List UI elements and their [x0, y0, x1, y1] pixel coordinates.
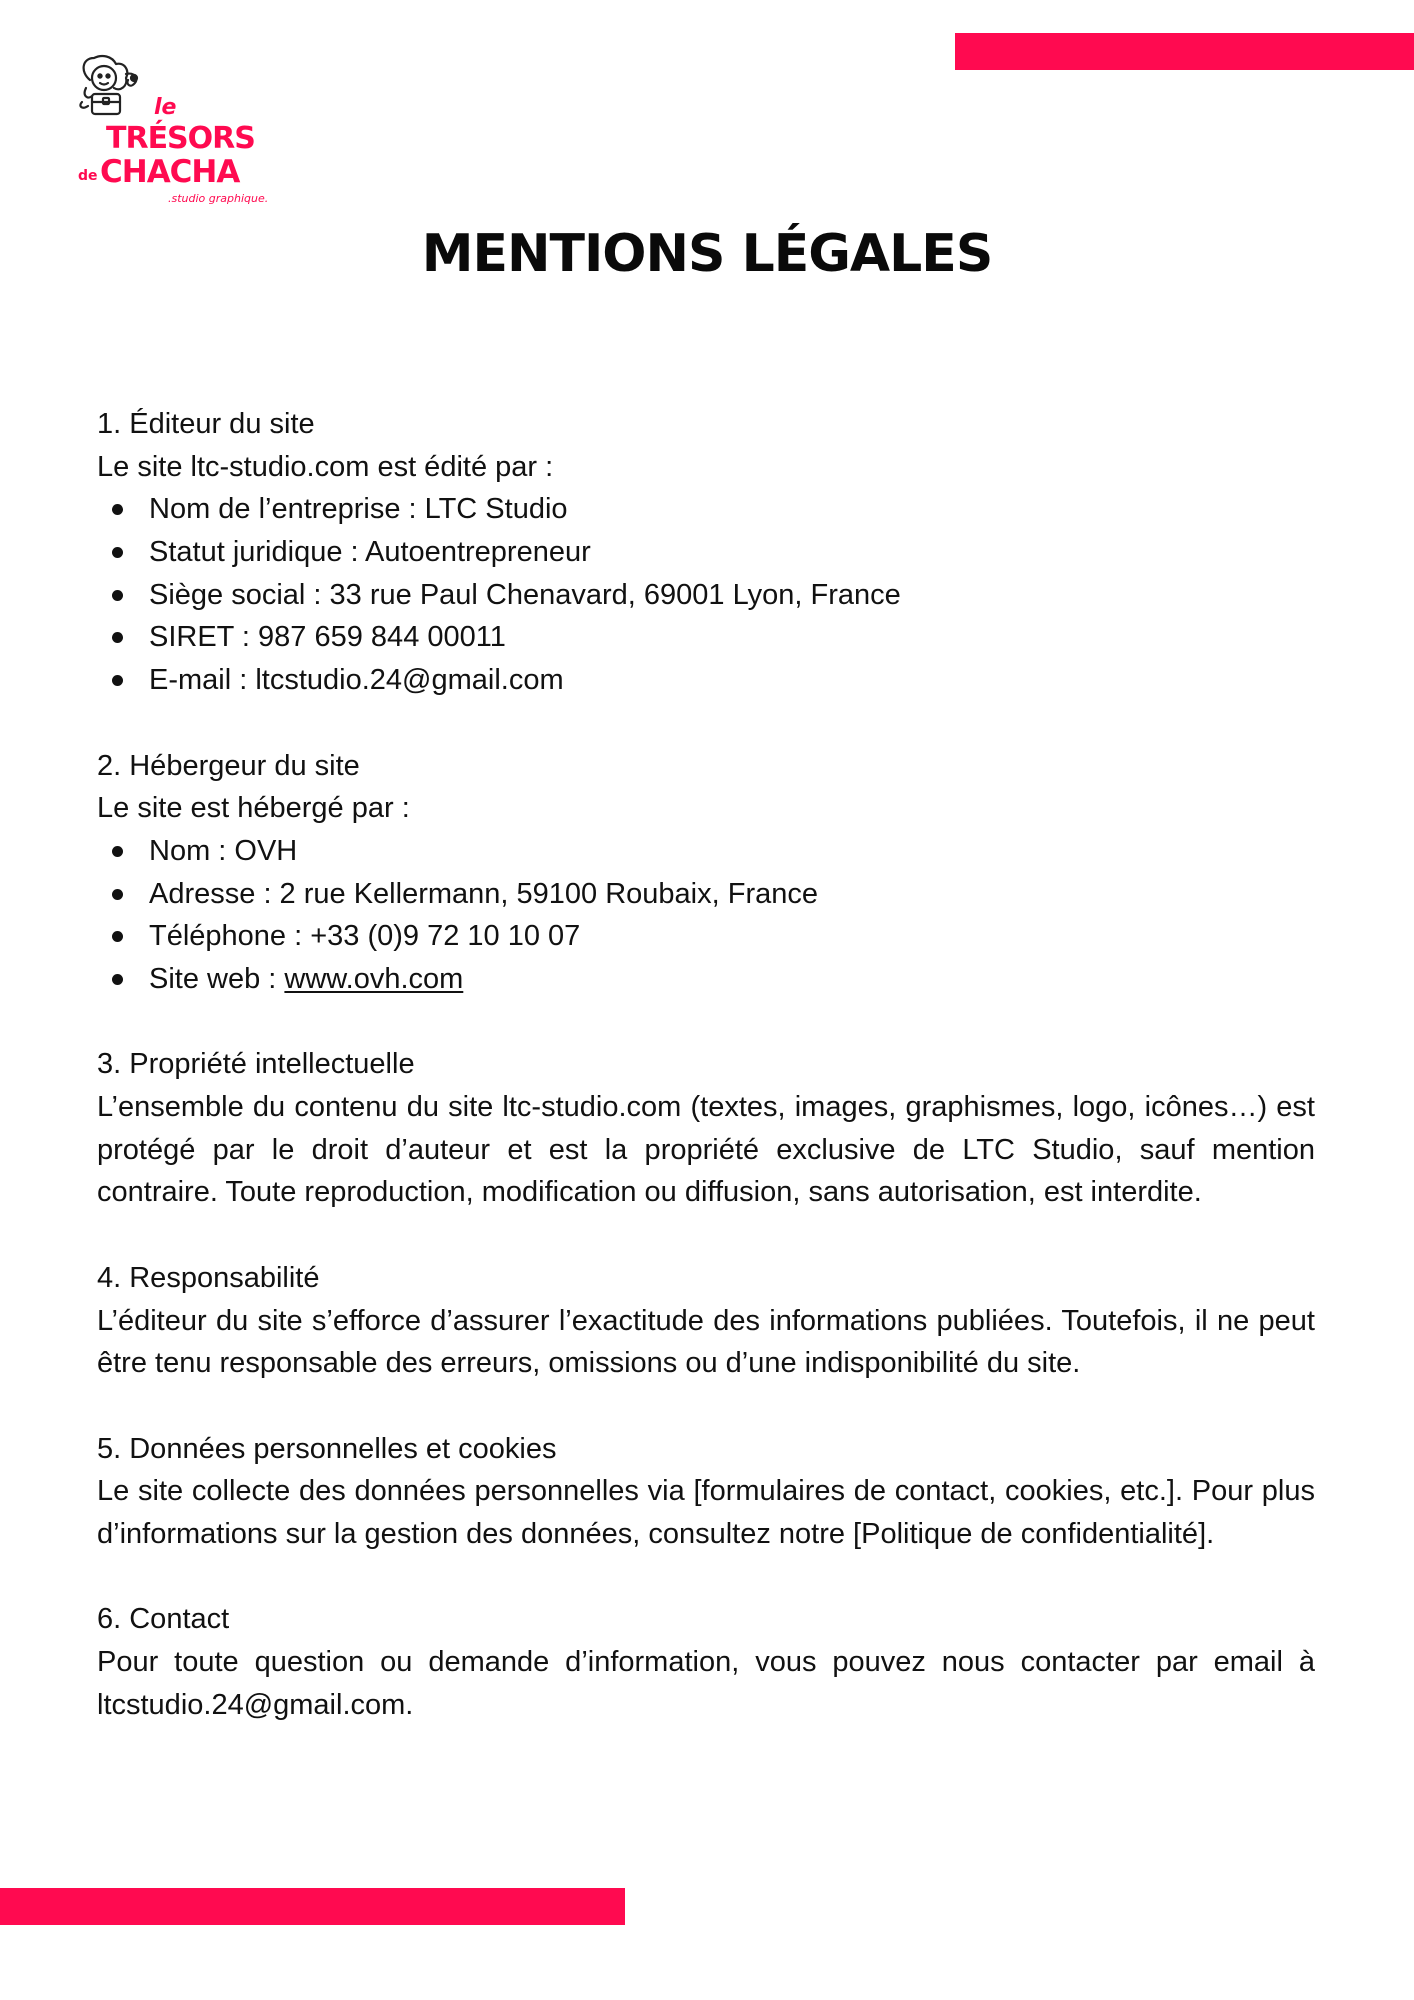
section-body: L’éditeur du site s’efforce d’assurer l’exactitude des informations publiées. Toutefois, il ne peut être tenu responsable des erreurs, omissions ou d’une indisponibilité du site. [97, 1304, 1315, 1380]
list-item-website [97, 958, 1315, 1001]
logo-de: de [78, 168, 98, 184]
section-hebergeur [97, 745, 1315, 1001]
list-item: SIRET : 987 659 844 00011 [97, 616, 1315, 659]
section-heading: 4. Responsabilité [97, 1261, 320, 1294]
bottom-accent-bar [0, 1888, 625, 1925]
section-body: Pour toute question ou demande d’information, vous pouvez nous contacter par email à ltcstudio.24@gmail.com. [97, 1646, 1315, 1721]
chacha-mascot-icon [80, 56, 137, 114]
list-item: Nom de l’entreprise : LTC Studio [97, 488, 1315, 531]
section-heading: 2. Hébergeur du site [97, 749, 360, 782]
page-title: MENTIONS LÉGALES [421, 224, 993, 284]
brand-logo [76, 52, 276, 212]
list-item: Téléphone : +33 (0)9 72 10 10 07 [97, 915, 1315, 958]
section-body: L’ensemble du contenu du site ltc-studio.com (textes, images, graphismes, logo, icônes…) est protégé par le droit d’auteur et est la propriété exclusive de LTC Studio, sauf mention contraire. Toute reproduction, modification ou diffusion, sans autorisation, est interdite. [97, 1091, 1315, 1209]
site-web-label: Site web : [149, 963, 285, 995]
section-contact [97, 1598, 1315, 1726]
section-intro: Le site est hébergé par : [97, 792, 410, 825]
section-editeur [97, 403, 1315, 702]
section-heading: 6. Contact [97, 1603, 230, 1636]
section-donnees [97, 1428, 1315, 1556]
list-item: E-mail : ltcstudio.24@gmail.com [97, 659, 1315, 702]
section-heading: 1. Éditeur du site [97, 408, 315, 440]
top-accent-bar [955, 33, 1414, 70]
section-heading: 5. Données personnelles et cookies [97, 1432, 557, 1465]
editeur-list [97, 488, 1315, 701]
section-heading: 3. Propriété intellectuelle [97, 1048, 415, 1081]
section-body: Le site collecte des données personnelles via [formulaires de contact, cookies, etc.]. Pour plus d’informations sur la gestion des données, consultez notre [Politique de confidentialité]. [97, 1475, 1315, 1551]
list-item: Adresse : 2 rue Kellermann, 59100 Roubaix, France [97, 873, 1315, 916]
list-item: Nom : OVH [97, 830, 1315, 873]
section-intro: Le site ltc-studio.com est édité par : [97, 450, 554, 483]
list-item: Siège social : 33 rue Paul Chenavard, 69001 Lyon, France [97, 574, 1315, 617]
section-propriete [97, 1043, 1315, 1214]
section-responsabilite [97, 1257, 1315, 1385]
list-item: Statut juridique : Autoentrepreneur [97, 531, 1315, 574]
logo-tresors: TRÉSORS [106, 121, 255, 156]
ovh-website-link[interactable]: www.ovh.com [284, 963, 464, 995]
legal-content [97, 403, 1315, 1727]
logo-chacha: CHACHA [100, 154, 240, 190]
logo-tagline: .studio graphique. [168, 192, 269, 205]
logo-le: le [154, 95, 177, 120]
hebergeur-list [97, 830, 1315, 1001]
